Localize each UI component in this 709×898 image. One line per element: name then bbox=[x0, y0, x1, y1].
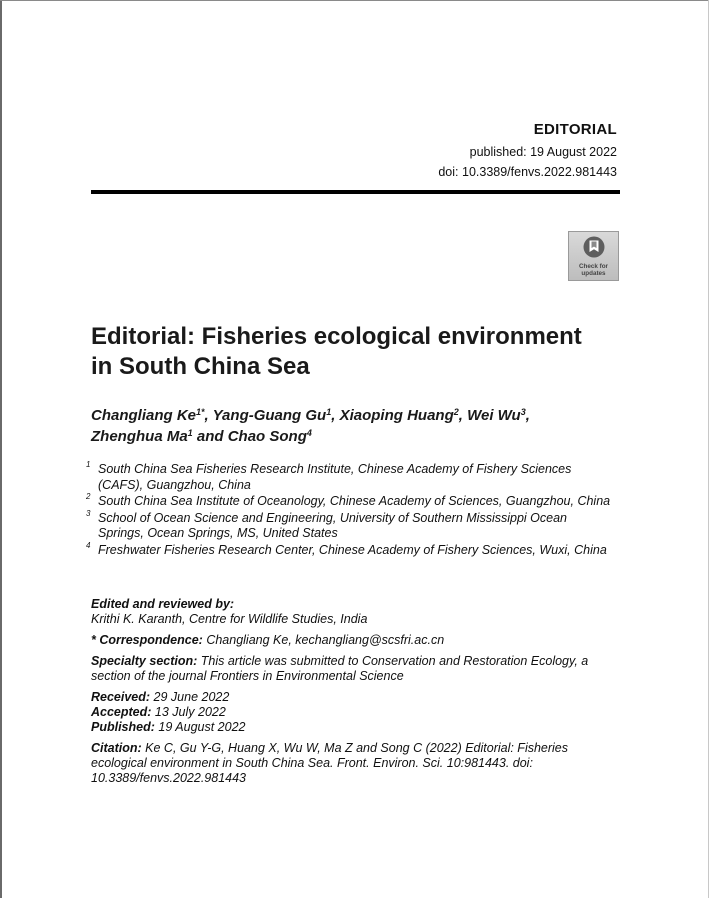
citation-block bbox=[91, 741, 621, 786]
affiliation-number: 2 bbox=[86, 492, 91, 501]
published-label: Published: bbox=[91, 720, 155, 734]
author-name[interactable]: Xiaoping Huang bbox=[339, 407, 454, 424]
doi-line[interactable]: doi: 10.3389/fenvs.2022.981443 bbox=[438, 165, 617, 179]
author-sup: 1 bbox=[326, 407, 332, 417]
author-separator: , bbox=[331, 407, 340, 424]
published-date: published: 19 August 2022 bbox=[469, 145, 617, 159]
check-updates-icon bbox=[582, 235, 606, 261]
author-sup: 3 bbox=[520, 407, 526, 417]
affiliation-number: 4 bbox=[86, 540, 91, 550]
author-name[interactable]: Yang-Guang Gu bbox=[212, 407, 327, 424]
citation-value[interactable]: Ke C, Gu Y-G, Huang X, Wu W, Ma Z and Song C (2022) Editorial: Fisheries ecological environment in South China Sea. Front. Environ. Sci. 10:981443. doi: 10.3389/fenvs.2022.981443 bbox=[91, 741, 569, 785]
edited-by-value: Krithi K. Karanth, Centre for Wildlife Studies, India bbox=[91, 612, 368, 626]
author-separator: , bbox=[204, 407, 213, 424]
author-separator: , bbox=[525, 407, 530, 424]
page-border-top bbox=[0, 0, 709, 1]
author-separator: and bbox=[192, 428, 228, 445]
affiliation-number: 1 bbox=[86, 460, 91, 469]
affiliation-number: 3 bbox=[86, 508, 91, 518]
header-rule bbox=[91, 190, 620, 194]
author-name[interactable]: Zhenghua Ma bbox=[91, 428, 188, 445]
accepted-label: Accepted: bbox=[91, 705, 152, 719]
affiliation-text: South China Sea Fisheries Research Institute, Chinese Academy of Fishery Sciences (CAFS), Guangzhou, China bbox=[98, 462, 572, 492]
affiliation-text: Freshwater Fisheries Research Center, Chinese Academy of Fishery Sciences, Wuxi, China bbox=[98, 542, 607, 557]
article-type: EDITORIAL bbox=[533, 121, 617, 138]
badge-line2: updates bbox=[581, 270, 606, 277]
specialty-value: This article was submitted to Conservation and Restoration Ecology, a section of the journal Frontiers in Environmental Science bbox=[91, 654, 589, 683]
correspondence-value[interactable]: Changliang Ke, kechangliang@scsfri.ac.cn bbox=[202, 633, 445, 647]
article-title bbox=[91, 322, 631, 382]
affiliation-item bbox=[86, 540, 616, 559]
citation-label: Citation: bbox=[91, 741, 142, 755]
received-value: 29 June 2022 bbox=[150, 690, 230, 704]
correspondence-block bbox=[91, 633, 621, 648]
correspondence-label: * Correspondence: bbox=[91, 633, 203, 647]
received-label: Received: bbox=[91, 690, 151, 704]
title-line1: Editorial: Fisheries ecological environment bbox=[91, 323, 582, 350]
title-line2: in South China Sea bbox=[91, 353, 310, 380]
author-name[interactable]: Chao Song bbox=[227, 428, 307, 445]
edited-by-label: Edited and reviewed by: bbox=[91, 597, 235, 611]
check-for-updates-badge[interactable] bbox=[568, 231, 619, 281]
affiliation-text: South China Sea Institute of Oceanology, Chinese Academy of Sciences, Guangzhou, China bbox=[98, 494, 611, 508]
author-name[interactable]: Changliang Ke bbox=[91, 407, 197, 424]
author-sup: 2 bbox=[453, 407, 459, 417]
article-metadata bbox=[91, 597, 621, 792]
published-value: 19 August 2022 bbox=[154, 720, 246, 734]
specialty-label: Specialty section: bbox=[91, 654, 198, 668]
author-list bbox=[91, 405, 631, 447]
author-sup: 1 bbox=[187, 428, 193, 438]
page-border-left bbox=[0, 0, 2, 898]
author-name[interactable]: Wei Wu bbox=[467, 407, 521, 424]
author-sup: 1* bbox=[196, 407, 205, 417]
accepted-value: 13 July 2022 bbox=[151, 705, 226, 719]
affiliation-text: School of Ocean Science and Engineering, University of Southern Mississippi Ocean Springs, Ocean Springs, MS, United States bbox=[98, 510, 568, 540]
author-sup: 4 bbox=[306, 428, 312, 438]
affiliations bbox=[86, 462, 616, 559]
author-separator: , bbox=[458, 407, 468, 424]
dates-block bbox=[91, 690, 621, 735]
affiliation-item bbox=[86, 462, 616, 493]
edited-by-block bbox=[91, 597, 621, 627]
affiliation-item bbox=[86, 508, 616, 542]
affiliation-item bbox=[86, 494, 616, 510]
specialty-section-block bbox=[91, 654, 621, 684]
badge-line1: Check for bbox=[578, 263, 609, 270]
